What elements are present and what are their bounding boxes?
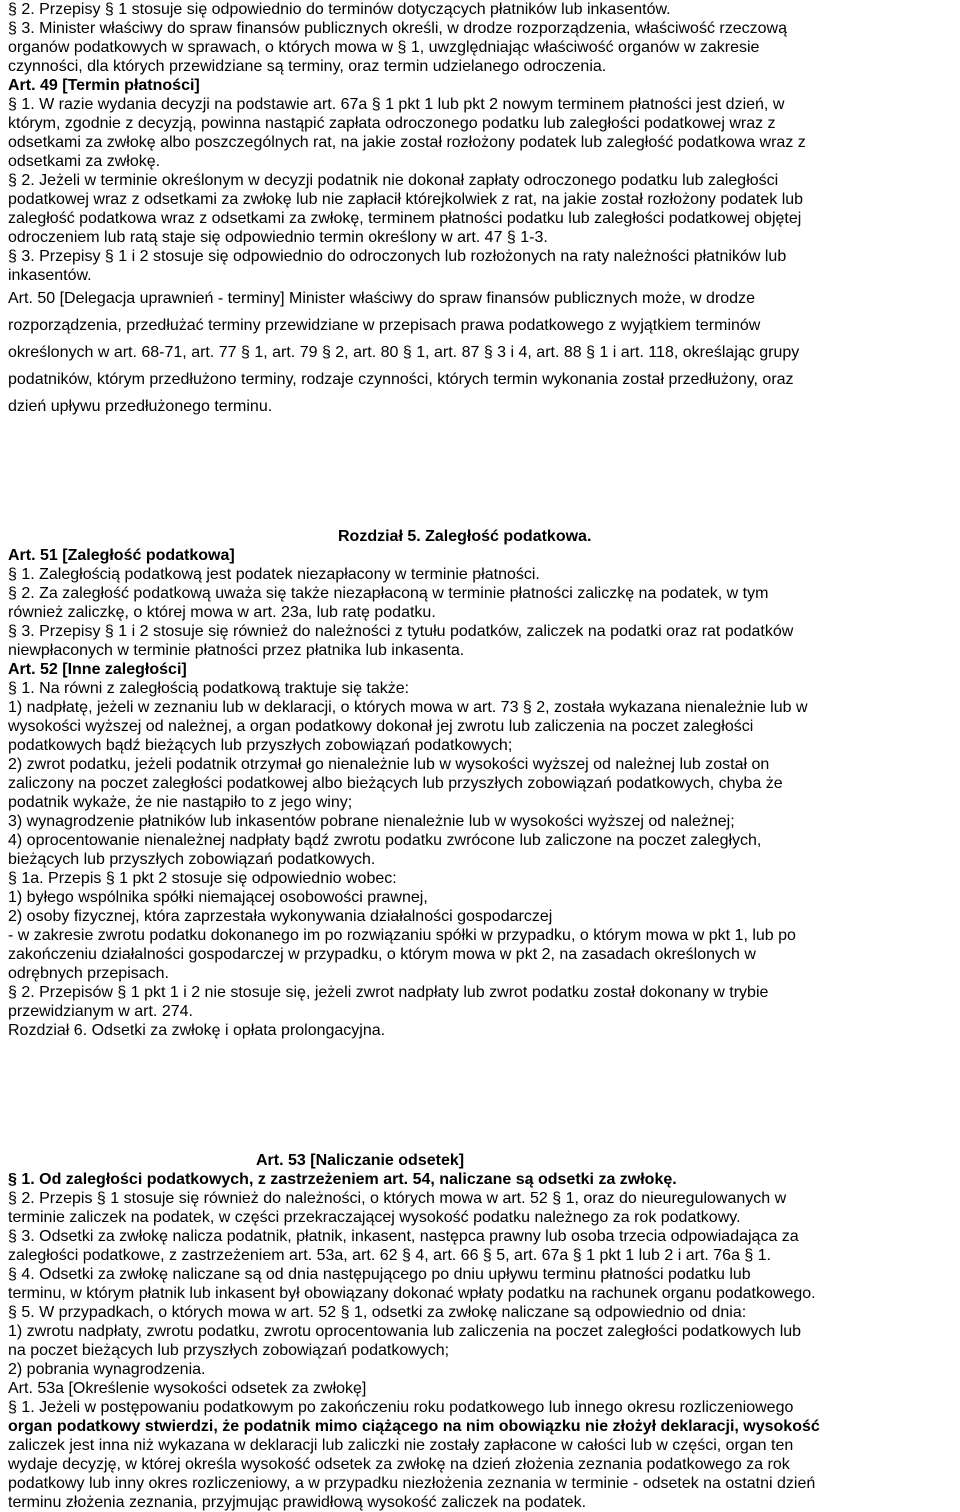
text-line: 2) zwrot podatku, jeżeli podatnik otrzymał go nienależnie lub w wysokości wyższej od należnej lub został on [8, 756, 770, 773]
text-line: odsetkami za zwłokę. [8, 153, 161, 170]
article-heading: Art. 52 [Inne zaległości] [8, 661, 187, 678]
text-line: określonych w art. 68-71, art. 77 § 1, art. 79 § 2, art. 80 § 1, art. 87 § 3 i 4, art. 88 § 1 i art. 118, określając grupy [8, 344, 800, 361]
text-line: którym, zgodnie z decyzją, powinna nastąpić zapłata odroczonego podatku lub zaległości podatkowej wraz z [8, 115, 776, 132]
text-line: zaległości podatkowe, z zastrzeżeniem art. 53a, art. 62 § 4, art. 66 § 5, art. 67a § 1 pkt 1 lub 2 i art. 76a § 1. [8, 1247, 772, 1264]
text-line: wysokości wyższej od należnej, a organ podatkowy dokonał jej zwrotu lub zaliczenia na poczet zaległości [8, 718, 754, 735]
text-line: podatnik wykaże, że nie nastąpiło to z jego winy; [8, 794, 353, 811]
text-line: terminu, w którym płatnik lub inkasent był obowiązany dokonać wpłaty podatku na rachunek organu podatkowego. [8, 1285, 816, 1302]
text-line: § 2. Za zaległość podatkową uważa się także niezapłaconą w terminie płatności zaliczkę na podatek, w tym [8, 585, 769, 602]
text-line: podatkowej wraz z odsetkami za zwłokę lub nie zapłacił którejkolwiek z rat, na jakie został rozłożony podatek lub [8, 191, 804, 208]
text-line: 1) nadpłatę, jeżeli w zeznaniu lub w deklaracji, o których mowa w art. 73 § 2, została wykazana nienależnie lub w [8, 699, 808, 716]
text-line: odroczeniem lub ratą staje się odpowiednio termin określony w art. 47 § 1-3. [8, 229, 548, 246]
text-line: rozporządzenia, przedłużać terminy przewidziane w przepisach prawa podatkowego z wyjątkiem terminów [8, 317, 761, 334]
text-line: § 3. Odsetki za zwłokę nalicza podatnik, płatnik, inkasent, następca prawny lub osoba trzecia odpowiadająca za [8, 1228, 799, 1245]
text-line: § 3. Przepisy § 1 i 2 stosuje się odpowiednio do odroczonych lub rozłożonych na raty należności płatników lub [8, 248, 787, 265]
text-line: zaliczek jest inna niż wykazana w deklaracji lub zaliczki nie zostały zapłacone w całości lub w części, organ ten [8, 1437, 794, 1454]
text-line: bieżących lub przyszłych zobowiązań podatkowych. [8, 851, 376, 868]
text-line: § 3. Przepisy § 1 i 2 stosuje się również do należności z tytułu podatków, zaliczek na podatki oraz rat podatków [8, 623, 794, 640]
text-line: wydaje decyzję, w której określa wysokość odsetek za zwłokę na dzień złożenia zeznania podatkowego za rok [8, 1456, 790, 1473]
chapter-heading: Art. 53 [Naliczanie odsetek] [256, 1152, 465, 1169]
text-line: organów podatkowych w sprawach, o których mowa w § 1, uwzględniając właściwość organów w zakresie [8, 39, 760, 56]
text-line: zaległość podatkowa wraz z odsetkami za zwłokę, terminem płatności podatku lub zaległości podatkowej objętej [8, 210, 802, 227]
text-line: 1) zwrotu nadpłaty, zwrotu podatku, zwrotu oprocentowania lub zaliczenia na poczet zaległości podatkowych lub [8, 1323, 802, 1340]
text-line: Rozdział 6. Odsetki za zwłokę i opłata prolongacyjna. [8, 1022, 386, 1039]
text-line: - w zakresie zwrotu podatku dokonanego im po rozwiązaniu spółki w przypadku, o którym mowa w pkt 1, lub po [8, 927, 796, 944]
text-line: § 2. Przepisów § 1 pkt 1 i 2 nie stosuje się, jeżeli zwrot nadpłaty lub zwrot podatku został dokonany w trybie [8, 984, 769, 1001]
text-line: 2) pobrania wynagrodzenia. [8, 1361, 206, 1378]
text-line: odsetkami za zwłokę albo poszczególnych rat, na jakie został rozłożony podatek lub zaległość podatkowa wraz z [8, 134, 806, 151]
text-line: dzień upływu przedłużonego terminu. [8, 398, 273, 415]
text-line: podatkowych bądź bieżących lub przyszłych zobowiązań podatkowych; [8, 737, 513, 754]
text-line: § 2. Jeżeli w terminie określonym w decyzji podatnik nie dokonał zapłaty odroczonego podatku lub zaległości [8, 172, 779, 189]
text-line: niewpłaconych w terminie płatności przez płatnika lub inkasenta. [8, 642, 465, 659]
text-line: § 4. Odsetki za zwłokę naliczane są od dnia następującego po dniu upływu terminu płatności podatku lub [8, 1266, 751, 1283]
text-line: inkasentów. [8, 267, 92, 284]
text-line: 4) oprocentowanie nienależnej nadpłaty bądź zwrotu podatku zwrócone lub zaliczone na poczet zaległych, [8, 832, 762, 849]
text-line: § 1a. Przepis § 1 pkt 2 stosuje się odpowiednio wobec: [8, 870, 397, 887]
text-line: przewidzianym w art. 274. [8, 1003, 193, 1020]
text-line: § 1. Zaległością podatkową jest podatek niezapłacony w terminie płatności. [8, 566, 540, 583]
article-heading: Art. 49 [Termin płatności] [8, 77, 200, 94]
text-line: Art. 53a [Określenie wysokości odsetek za zwłokę] [8, 1380, 367, 1397]
article-heading: § 1. Od zaległości podatkowych, z zastrzeżeniem art. 54, naliczane są odsetki za zwłokę. [8, 1171, 677, 1188]
text-line: na poczet bieżących lub przyszłych zobowiązań podatkowych; [8, 1342, 450, 1359]
text-line: 3) wynagrodzenie płatników lub inkasentów pobrane nienależnie lub w wysokości wyższej od należnej; [8, 813, 735, 830]
section-spacer [8, 420, 950, 527]
text-line: 2) osoby fizycznej, która zaprzestała wykonywania działalności gospodarczej [8, 908, 553, 925]
chapter-heading: Rozdział 5. Zaległość podatkowa. [338, 528, 592, 545]
text-line: zaliczony na poczet zaległości podatkowej albo bieżących lub przyszłych zobowiązań podatkowych, chyba że [8, 775, 783, 792]
text-line: terminu złożenia zeznania, przyjmując prawidłową wysokość zaliczek na podatek. [8, 1494, 587, 1511]
text-line: 1) byłego wspólnika spółki niemającej osobowości prawnej, [8, 889, 428, 906]
text-line: również zaliczkę, o której mowa w art. 23a, lub ratę podatku. [8, 604, 436, 621]
text-line: Art. 50 [Delegacja uprawnień - terminy] Minister właściwy do spraw finansów publicznych może, w drodze [8, 290, 755, 307]
text-line: podatkowy lub inny okres rozliczeniowy, a w przypadku niezłożenia zeznania w terminie - odsetek na ostatni dzień [8, 1475, 816, 1492]
text-line: § 1. W razie wydania decyzji na podstawie art. 67a § 1 pkt 1 lub pkt 2 nowym terminem płatności jest dzień, w [8, 96, 785, 113]
text-line: § 1. Jeżeli w postępowaniu podatkowym po zakończeniu roku podatkowego lub innego okresu rozliczeniowego [8, 1399, 794, 1416]
section-spacer [8, 1040, 950, 1151]
text-line: podatników, którym przedłużono terminy, rodzaje czynności, których termin wykonania został przedłużony, oraz [8, 371, 794, 388]
article-heading: Art. 51 [Zaległość podatkowa] [8, 547, 235, 564]
text-line: § 3. Minister właściwy do spraw finansów publicznych określi, w drodze rozporządzenia, właściwość rzeczową [8, 20, 787, 37]
article-heading: organ podatkowy stwierdzi, że podatnik mimo ciążącego na nim obowiązku nie złożył deklaracji, wysokość [8, 1418, 820, 1435]
text-line: § 2. Przepis § 1 stosuje się również do należności, o których mowa w art. 52 § 1, oraz do nieuregulowanych w [8, 1190, 787, 1207]
text-line: § 2. Przepisy § 1 stosuje się odpowiednio do terminów dotyczących płatników lub inkasentów. [8, 1, 671, 18]
text-line: § 5. W przypadkach, o których mowa w art. 52 § 1, odsetki za zwłokę naliczane są odpowiednio od dnia: [8, 1304, 747, 1321]
text-line: odrębnych przepisach. [8, 965, 169, 982]
text-line: terminie zaliczek na podatek, w części przekraczającej wysokość podatku należnego za rok podatkowy. [8, 1209, 741, 1226]
text-line: § 1. Na równi z zaległością podatkową traktuje się także: [8, 680, 410, 697]
text-line: czynności, dla których przewidziane są terminy, oraz termin udzielanego odroczenia. [8, 58, 607, 75]
text-line: zakończeniu działalności gospodarczej w przypadku, o którym mowa w pkt 2, na zasadach określonych w [8, 946, 756, 963]
